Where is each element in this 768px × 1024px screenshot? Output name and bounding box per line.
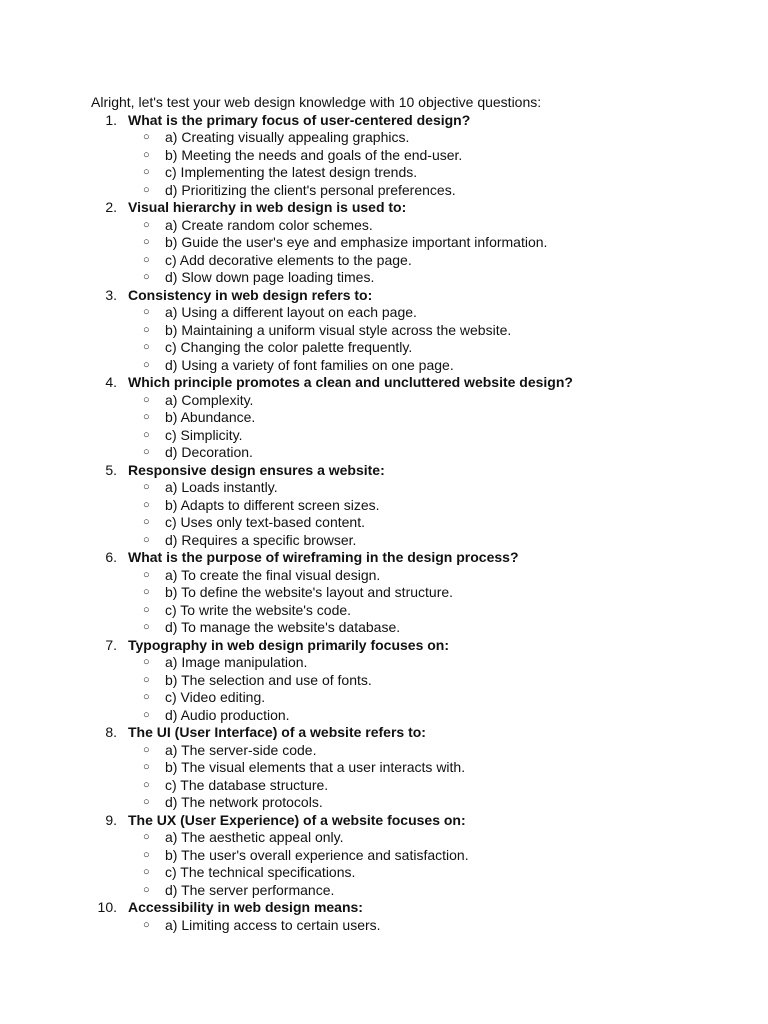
answer-option bbox=[91, 427, 731, 445]
question-row bbox=[91, 112, 731, 130]
question-text: Consistency in web design refers to: bbox=[128, 286, 373, 303]
question-row bbox=[91, 287, 731, 305]
question-row bbox=[91, 724, 731, 742]
hollow-circle-bullet-icon: ○ bbox=[143, 761, 150, 773]
hollow-circle-bullet-icon: ○ bbox=[143, 743, 150, 756]
answer-option bbox=[91, 777, 731, 795]
hollow-circle-bullet-icon: ○ bbox=[143, 568, 150, 581]
answer-option bbox=[91, 304, 731, 322]
answer-option-text: d) Audio production. bbox=[165, 706, 290, 723]
answer-option bbox=[91, 654, 731, 672]
answer-option bbox=[91, 357, 731, 375]
question-item bbox=[91, 812, 731, 900]
answer-option-text: a) The server-side code. bbox=[165, 741, 317, 758]
question-number: 1. bbox=[105, 111, 117, 128]
answer-option-text: d) Using a variety of font families on one page. bbox=[165, 356, 454, 373]
question-item bbox=[91, 462, 731, 550]
question-row bbox=[91, 637, 731, 655]
hollow-circle-bullet-icon: ○ bbox=[143, 166, 150, 178]
hollow-circle-bullet-icon: ○ bbox=[143, 498, 150, 511]
question-row bbox=[91, 549, 731, 567]
hollow-circle-bullet-icon: ○ bbox=[143, 236, 150, 248]
answer-option-text: a) Using a different layout on each page. bbox=[165, 304, 417, 320]
question-row bbox=[91, 199, 731, 217]
intro-text: Alright, let's test your web design knowledge with 10 objective questions: bbox=[91, 94, 542, 110]
answer-option bbox=[91, 392, 731, 410]
answer-option bbox=[91, 672, 731, 690]
hollow-circle-bullet-icon: ○ bbox=[143, 848, 150, 861]
answer-option bbox=[91, 532, 731, 550]
hollow-circle-bullet-icon: ○ bbox=[143, 918, 150, 931]
question-item bbox=[91, 549, 731, 637]
hollow-circle-bullet-icon: ○ bbox=[143, 428, 150, 441]
hollow-circle-bullet-icon: ○ bbox=[143, 621, 150, 633]
answer-option-text: a) Loads instantly. bbox=[165, 479, 278, 495]
question-item bbox=[91, 637, 731, 725]
answer-option-text: b) The user's overall experience and satisfaction. bbox=[165, 846, 469, 863]
answer-option bbox=[91, 514, 731, 532]
question-item bbox=[91, 374, 731, 462]
answer-option bbox=[91, 147, 731, 165]
answer-option-text: a) Create random color schemes. bbox=[165, 216, 373, 233]
answer-option-text: b) Adapts to different screen sizes. bbox=[165, 496, 380, 513]
answer-option bbox=[91, 322, 731, 340]
hollow-circle-bullet-icon: ○ bbox=[143, 323, 150, 336]
hollow-circle-bullet-icon: ○ bbox=[143, 516, 150, 528]
hollow-circle-bullet-icon: ○ bbox=[143, 271, 150, 283]
answer-option bbox=[91, 707, 731, 725]
question-item bbox=[91, 287, 731, 375]
answer-option bbox=[91, 847, 731, 865]
answer-option-text: d) To manage the website's database. bbox=[165, 619, 401, 635]
question-item bbox=[91, 199, 731, 287]
answer-option-text: c) The technical specifications. bbox=[165, 864, 356, 880]
hollow-circle-bullet-icon: ○ bbox=[143, 691, 150, 703]
hollow-circle-bullet-icon: ○ bbox=[143, 253, 150, 266]
hollow-circle-bullet-icon: ○ bbox=[143, 358, 150, 371]
question-row bbox=[91, 812, 731, 830]
question-text: The UX (User Experience) of a website focuses on: bbox=[128, 811, 466, 828]
question-number: 6. bbox=[105, 549, 117, 565]
hollow-circle-bullet-icon: ○ bbox=[143, 341, 150, 353]
answer-option bbox=[91, 584, 731, 602]
answer-option-text: a) Limiting access to certain users. bbox=[165, 916, 381, 933]
hollow-circle-bullet-icon: ○ bbox=[143, 446, 150, 458]
document bbox=[91, 94, 731, 934]
answer-option-text: b) Guide the user's eye and emphasize important information. bbox=[165, 234, 548, 250]
answer-option bbox=[91, 164, 731, 182]
answer-option-text: c) Simplicity. bbox=[165, 426, 243, 443]
answer-option bbox=[91, 689, 731, 707]
answer-option bbox=[91, 882, 731, 900]
question-list bbox=[91, 112, 731, 935]
answer-option-text: c) To write the website's code. bbox=[165, 601, 352, 618]
answer-option-text: d) Prioritizing the client's personal preferences. bbox=[165, 181, 456, 198]
answer-option bbox=[91, 234, 731, 252]
answer-option-text: b) The visual elements that a user interacts with. bbox=[165, 759, 466, 775]
hollow-circle-bullet-icon: ○ bbox=[143, 778, 150, 791]
answer-option bbox=[91, 269, 731, 287]
answer-option-text: c) Add decorative elements to the page. bbox=[165, 251, 412, 268]
hollow-circle-bullet-icon: ○ bbox=[143, 586, 150, 598]
answer-option-text: b) The selection and use of fonts. bbox=[165, 671, 372, 688]
answer-option bbox=[91, 619, 731, 637]
answer-option-text: b) Maintaining a uniform visual style across the website. bbox=[165, 321, 512, 338]
answer-option bbox=[91, 602, 731, 620]
hollow-circle-bullet-icon: ○ bbox=[143, 831, 150, 843]
hollow-circle-bullet-icon: ○ bbox=[143, 673, 150, 686]
answer-option bbox=[91, 794, 731, 812]
question-number: 9. bbox=[105, 811, 117, 828]
hollow-circle-bullet-icon: ○ bbox=[143, 481, 150, 493]
answer-option bbox=[91, 864, 731, 882]
question-item bbox=[91, 112, 731, 200]
hollow-circle-bullet-icon: ○ bbox=[143, 708, 150, 721]
answer-option-text: d) Slow down page loading times. bbox=[165, 269, 375, 285]
hollow-circle-bullet-icon: ○ bbox=[143, 603, 150, 616]
hollow-circle-bullet-icon: ○ bbox=[143, 533, 150, 546]
answer-option-text: d) The network protocols. bbox=[165, 794, 323, 810]
answer-option-text: c) Video editing. bbox=[165, 689, 266, 705]
hollow-circle-bullet-icon: ○ bbox=[143, 148, 150, 161]
hollow-circle-bullet-icon: ○ bbox=[143, 796, 150, 808]
answer-option bbox=[91, 444, 731, 462]
question-row bbox=[91, 899, 731, 917]
answer-option bbox=[91, 409, 731, 427]
question-text: Accessibility in web design means: bbox=[128, 899, 363, 915]
question-number: 7. bbox=[105, 636, 117, 653]
answer-option bbox=[91, 829, 731, 847]
question-text: Responsive design ensures a website: bbox=[128, 461, 385, 478]
answer-option-text: d) The server performance. bbox=[165, 881, 335, 898]
answer-option bbox=[91, 497, 731, 515]
hollow-circle-bullet-icon: ○ bbox=[143, 411, 150, 423]
answer-option-text: c) Uses only text-based content. bbox=[165, 514, 365, 530]
answer-option-text: c) Implementing the latest design trends. bbox=[165, 164, 418, 180]
answer-option-text: a) To create the final visual design. bbox=[165, 566, 381, 583]
question-row bbox=[91, 374, 731, 392]
hollow-circle-bullet-icon: ○ bbox=[143, 393, 150, 406]
question-text: Which principle promotes a clean and uncluttered website design? bbox=[128, 374, 573, 390]
answer-option-text: b) Abundance. bbox=[165, 409, 256, 425]
answer-option-text: b) To define the website's layout and structure. bbox=[165, 584, 454, 600]
question-text: Visual hierarchy in web design is used to: bbox=[128, 199, 407, 215]
hollow-circle-bullet-icon: ○ bbox=[143, 218, 150, 231]
hollow-circle-bullet-icon: ○ bbox=[143, 306, 150, 318]
answer-option-text: a) Complexity. bbox=[165, 391, 254, 408]
question-number: 4. bbox=[105, 374, 117, 390]
answer-option bbox=[91, 182, 731, 200]
question-number: 8. bbox=[105, 724, 117, 740]
answer-option bbox=[91, 567, 731, 585]
answer-option bbox=[91, 129, 731, 147]
answer-option-text: a) Creating visually appealing graphics. bbox=[165, 129, 410, 145]
question-number: 2. bbox=[105, 199, 117, 215]
answer-option bbox=[91, 742, 731, 760]
question-number: 3. bbox=[105, 286, 117, 303]
answer-option-text: a) Image manipulation. bbox=[165, 654, 308, 670]
answer-option-text: b) Meeting the needs and goals of the end-user. bbox=[165, 146, 463, 163]
answer-option bbox=[91, 759, 731, 777]
question-item bbox=[91, 899, 731, 934]
answer-option-text: d) Requires a specific browser. bbox=[165, 531, 357, 548]
question-number: 10. bbox=[97, 899, 117, 915]
answer-option-text: c) The database structure. bbox=[165, 776, 329, 793]
question-text: The UI (User Interface) of a website refers to: bbox=[128, 724, 426, 740]
answer-option-text: a) The aesthetic appeal only. bbox=[165, 829, 344, 845]
question-number: 5. bbox=[105, 461, 117, 478]
hollow-circle-bullet-icon: ○ bbox=[143, 656, 150, 668]
answer-option bbox=[91, 479, 731, 497]
question-text: What is the purpose of wireframing in the design process? bbox=[128, 549, 519, 565]
hollow-circle-bullet-icon: ○ bbox=[143, 883, 150, 896]
hollow-circle-bullet-icon: ○ bbox=[143, 131, 150, 143]
hollow-circle-bullet-icon: ○ bbox=[143, 866, 150, 878]
answer-option-text: c) Changing the color palette frequently. bbox=[165, 339, 413, 355]
answer-option bbox=[91, 217, 731, 235]
question-item bbox=[91, 724, 731, 812]
question-row bbox=[91, 462, 731, 480]
question-text: What is the primary focus of user-centered design? bbox=[128, 111, 471, 128]
answer-option bbox=[91, 917, 731, 935]
answer-option bbox=[91, 252, 731, 270]
answer-option-text: d) Decoration. bbox=[165, 444, 253, 460]
answer-option bbox=[91, 339, 731, 357]
question-text: Typography in web design primarily focuses on: bbox=[128, 636, 450, 653]
hollow-circle-bullet-icon: ○ bbox=[143, 183, 150, 196]
